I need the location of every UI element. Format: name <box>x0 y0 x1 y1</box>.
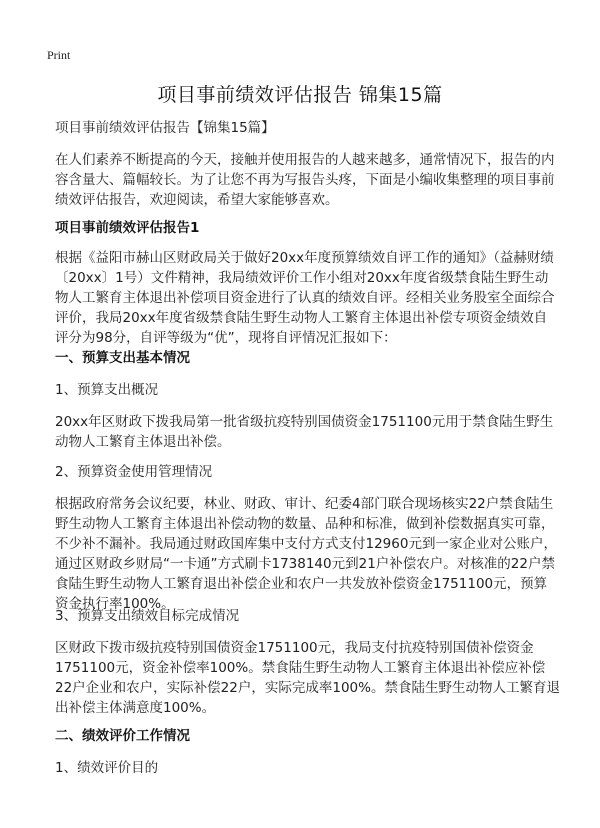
document-title: 项目事前绩效评估报告 锦集15篇 <box>157 84 443 106</box>
subheading-fund-management: 2、预算资金使用管理情况 <box>55 464 213 480</box>
intro-paragraph: 在人们素养不断提高的今天，接触并使用报告的人越来越多，通常情况下，报告的内容含量大、篇幅较长。为了让您不再为写报告头疼，下面是小编收集整理的项目事前绩效评估报告，欢迎阅读，希望大家能够喜欢。 <box>55 152 555 208</box>
target-completion-paragraph: 区财政下拨市级抗疫特别国债资金1751100元，我局支付抗疫特别国债补偿资金1751100元，资金补偿率100%。禁食陆生野生动物人工繁育主体退出补偿应补偿22户企业和农户，实际补偿22户，实际完成率100%。禁食陆生野生动物人工繁育退出补偿主体满意度100%。 <box>55 640 560 716</box>
heading-evaluation-work: 二、绩效评价工作情况 <box>55 728 190 744</box>
budget-overview-paragraph: 20xx年区财政下拨我局第一批省级抗疫特别国债资金1751100元用于禁食陆生野生动物人工繁育主体退出补偿。 <box>55 414 554 450</box>
fund-management-paragraph: 根据政府常务会议纪要，林业、财政、审计、纪委4部门联合现场核实22户禁食陆生野生动物人工繁育主体退出补偿动物的数量、品种和标准，做到补偿数据真实可靠，不少补不漏补。我局通过财政国库集中支付方式支付12960元到一家企业对公账户，通过区财政乡财局“一卡通”方式刷卡1738140元到21户补偿农户。对核准的22户禁食陆生野生动物人工繁育退出补偿企业和农户一共发放补偿资金1751100元，预算资金执行率100%。 <box>55 496 557 612</box>
subheading-target-completion: 3、预算支出绩效目标完成情况 <box>55 608 240 624</box>
heading-budget-basics: 一、预算支出基本情况 <box>55 350 190 366</box>
subheading-budget-overview: 1、预算支出概况 <box>55 382 159 398</box>
print-label: Print <box>47 48 71 62</box>
subheading-evaluation-purpose: 1、绩效评价目的 <box>55 760 159 776</box>
document-subtitle: 项目事前绩效评估报告【锦集15篇】 <box>55 120 275 136</box>
section-1-paragraph: 根据《益阳市赫山区财政局关于做好20xx年度预算绩效自评工作的通知》（益赫财绩〔20xx〕1号）文件精神，我局绩效评价工作小组对20xx年度省级禁食陆生野生动物人工繁育主体退出补偿项目资金进行了认真的绩效自评。经相关业务股室全面综合评价，我局20xx年度省级禁食陆生野生动物人工繁育主体退出补偿专项资金绩效自评分为98分，自评等级为“优”，现将自评情况汇报如下： <box>55 250 555 346</box>
section-1-heading: 项目事前绩效评估报告1 <box>55 220 200 236</box>
